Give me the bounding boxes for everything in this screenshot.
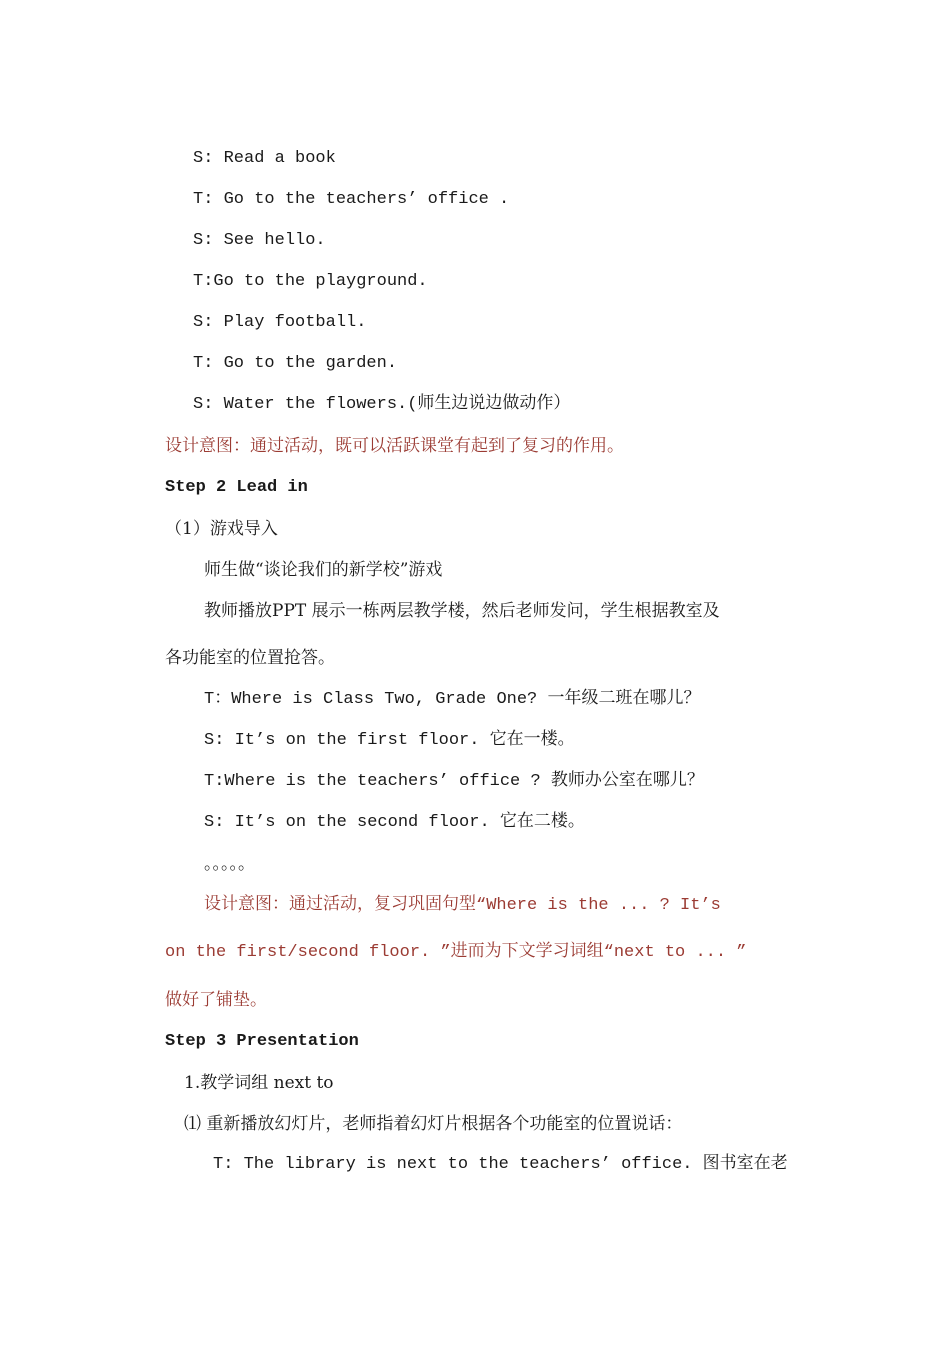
dialogue-line: S: Play football. (193, 313, 367, 332)
design-intent-note: 做好了铺垫。 (165, 990, 267, 1010)
dialogue-line: T: The library is next to the teachers’ office. 图书室在老 (213, 1155, 788, 1174)
dialogue-line: T：Where is Class Two, Grade One? 一年级二班在哪儿？ (204, 690, 701, 709)
section-heading: Step 2 Lead in (165, 478, 308, 497)
ellipsis-line: 。。。。。 (204, 854, 255, 874)
subsection-heading: 1.教学词组 next to (184, 1073, 334, 1093)
design-intent-note: on the first/second floor. ”进而为下文学习词组“next to ... ” (165, 943, 747, 962)
dialogue-line: T:Where is the teachers’ office ? 教师办公室在哪儿？ (204, 772, 704, 791)
dialogue-line: T:Go to the playground. (193, 272, 428, 291)
paragraph: 师生做“谈论我们的新学校”游戏 (204, 560, 443, 580)
dialogue-line: T: Go to the teachers’ office . (193, 190, 510, 209)
dialogue-line: S: Water the flowers.(师生边说边做动作） (193, 395, 571, 414)
dialogue-line: S: It’s on the first floor. 它在一楼。 (204, 731, 575, 750)
paragraph: 各功能室的位置抢答。 (165, 648, 335, 668)
subsection-heading: （1）游戏导入 (165, 519, 278, 539)
dialogue-line: S: Read a book (193, 149, 336, 168)
dialogue-line: S: It’s on the second floor. 它在二楼。 (204, 813, 585, 832)
dialogue-line: S: See hello. (193, 231, 326, 250)
paragraph: 教师播放PPT 展示一栋两层教学楼，然后老师发问，学生根据教室及 (204, 601, 720, 621)
design-intent-note: 设计意图：通过活动，既可以活跃课堂有起到了复习的作用。 (165, 436, 624, 456)
dialogue-line: T: Go to the garden. (193, 354, 398, 373)
paragraph: ⑴ 重新播放幻灯片，老师指着幻灯片根据各个功能室的位置说话： (184, 1114, 683, 1134)
section-heading: Step 3 Presentation (165, 1032, 359, 1051)
design-intent-note: 设计意图：通过活动，复习巩固句型“Where is the ... ? It’s (204, 896, 721, 915)
